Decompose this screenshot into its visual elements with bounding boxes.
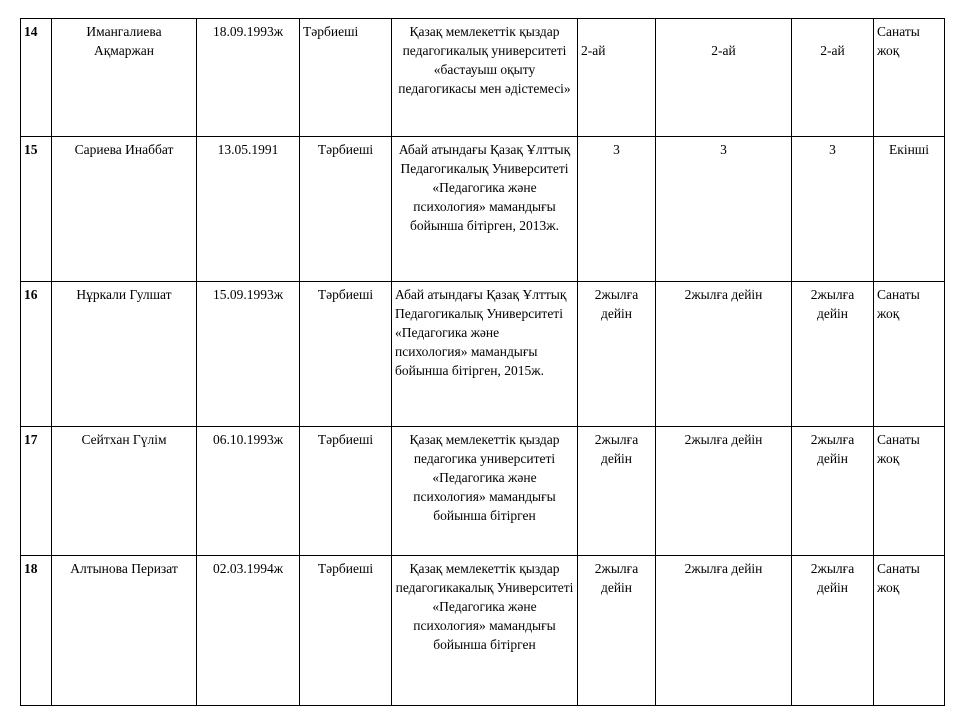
experience-current: 3 [792, 137, 874, 282]
education: Қазақ мемлекеттік қыздар педагогикакалық Университеті «Педагогика және психология» мамандығы бойынша бітірген [392, 556, 578, 706]
staff-table [20, 18, 945, 706]
experience-pedagogical: 2жылға дейін [656, 282, 792, 427]
category: Санаты жоқ [874, 556, 945, 706]
employee-name: Сейтхан Гүлім [52, 427, 197, 556]
employee-name: Алтынова Перизат [52, 556, 197, 706]
education: Абай атындағы Қазақ Ұлттық Педагогикалық Университеті «Педагогика және психология» мамандығы бойынша бітірген, 2013ж. [392, 137, 578, 282]
experience-current: 2жылға дейін [792, 427, 874, 556]
row-number: 14 [21, 19, 52, 137]
birth-date: 13.05.1991 [197, 137, 300, 282]
table-row [21, 427, 945, 556]
position: Тәрбиеші [300, 19, 392, 137]
position: Тәрбиеші [300, 137, 392, 282]
education: Абай атындағы Қазақ Ұлттық Педагогикалық Университеті «Педагогика және психология» мамандығы бойынша бітірген, 2015ж. [392, 282, 578, 427]
row-number: 17 [21, 427, 52, 556]
birth-date: 02.03.1994ж [197, 556, 300, 706]
table-row [21, 19, 945, 137]
position: Тәрбиеші [300, 556, 392, 706]
birth-date: 15.09.1993ж [197, 282, 300, 427]
education: Қазақ мемлекеттік қыздар педагогика университеті «Педагогика және психология» мамандығы бойынша бітірген [392, 427, 578, 556]
experience-total: 2жылға дейін [578, 282, 656, 427]
employee-name: Сариева Инаббат [52, 137, 197, 282]
row-number: 15 [21, 137, 52, 282]
table-row [21, 556, 945, 706]
experience-current: 2жылға дейін [792, 282, 874, 427]
experience-pedagogical: 3 [656, 137, 792, 282]
experience-pedagogical: 2жылға дейін [656, 427, 792, 556]
experience-total: 3 [578, 137, 656, 282]
position: Тәрбиеші [300, 282, 392, 427]
table-row [21, 137, 945, 282]
experience-pedagogical: 2жылға дейін [656, 556, 792, 706]
category: Санаты жоқ [874, 427, 945, 556]
birth-date: 18.09.1993ж [197, 19, 300, 137]
experience-pedagogical: 2-ай [656, 19, 792, 137]
employee-name: Нұркали Гулшат [52, 282, 197, 427]
employee-name: Имангалиева Ақмаржан [52, 19, 197, 137]
education: Қазақ мемлекеттік қыздар педагогикалық университеті «бастауыш оқыту педагогикасы мен әдістемесі» [392, 19, 578, 137]
row-number: 18 [21, 556, 52, 706]
category: Санаты жоқ [874, 282, 945, 427]
category: Санаты жоқ [874, 19, 945, 137]
experience-current: 2жылға дейін [792, 556, 874, 706]
row-number: 16 [21, 282, 52, 427]
category: Екінші [874, 137, 945, 282]
position: Тәрбиеші [300, 427, 392, 556]
experience-total: 2-ай [578, 19, 656, 137]
birth-date: 06.10.1993ж [197, 427, 300, 556]
experience-total: 2жылға дейін [578, 556, 656, 706]
table-row [21, 282, 945, 427]
experience-current: 2-ай [792, 19, 874, 137]
experience-total: 2жылға дейін [578, 427, 656, 556]
